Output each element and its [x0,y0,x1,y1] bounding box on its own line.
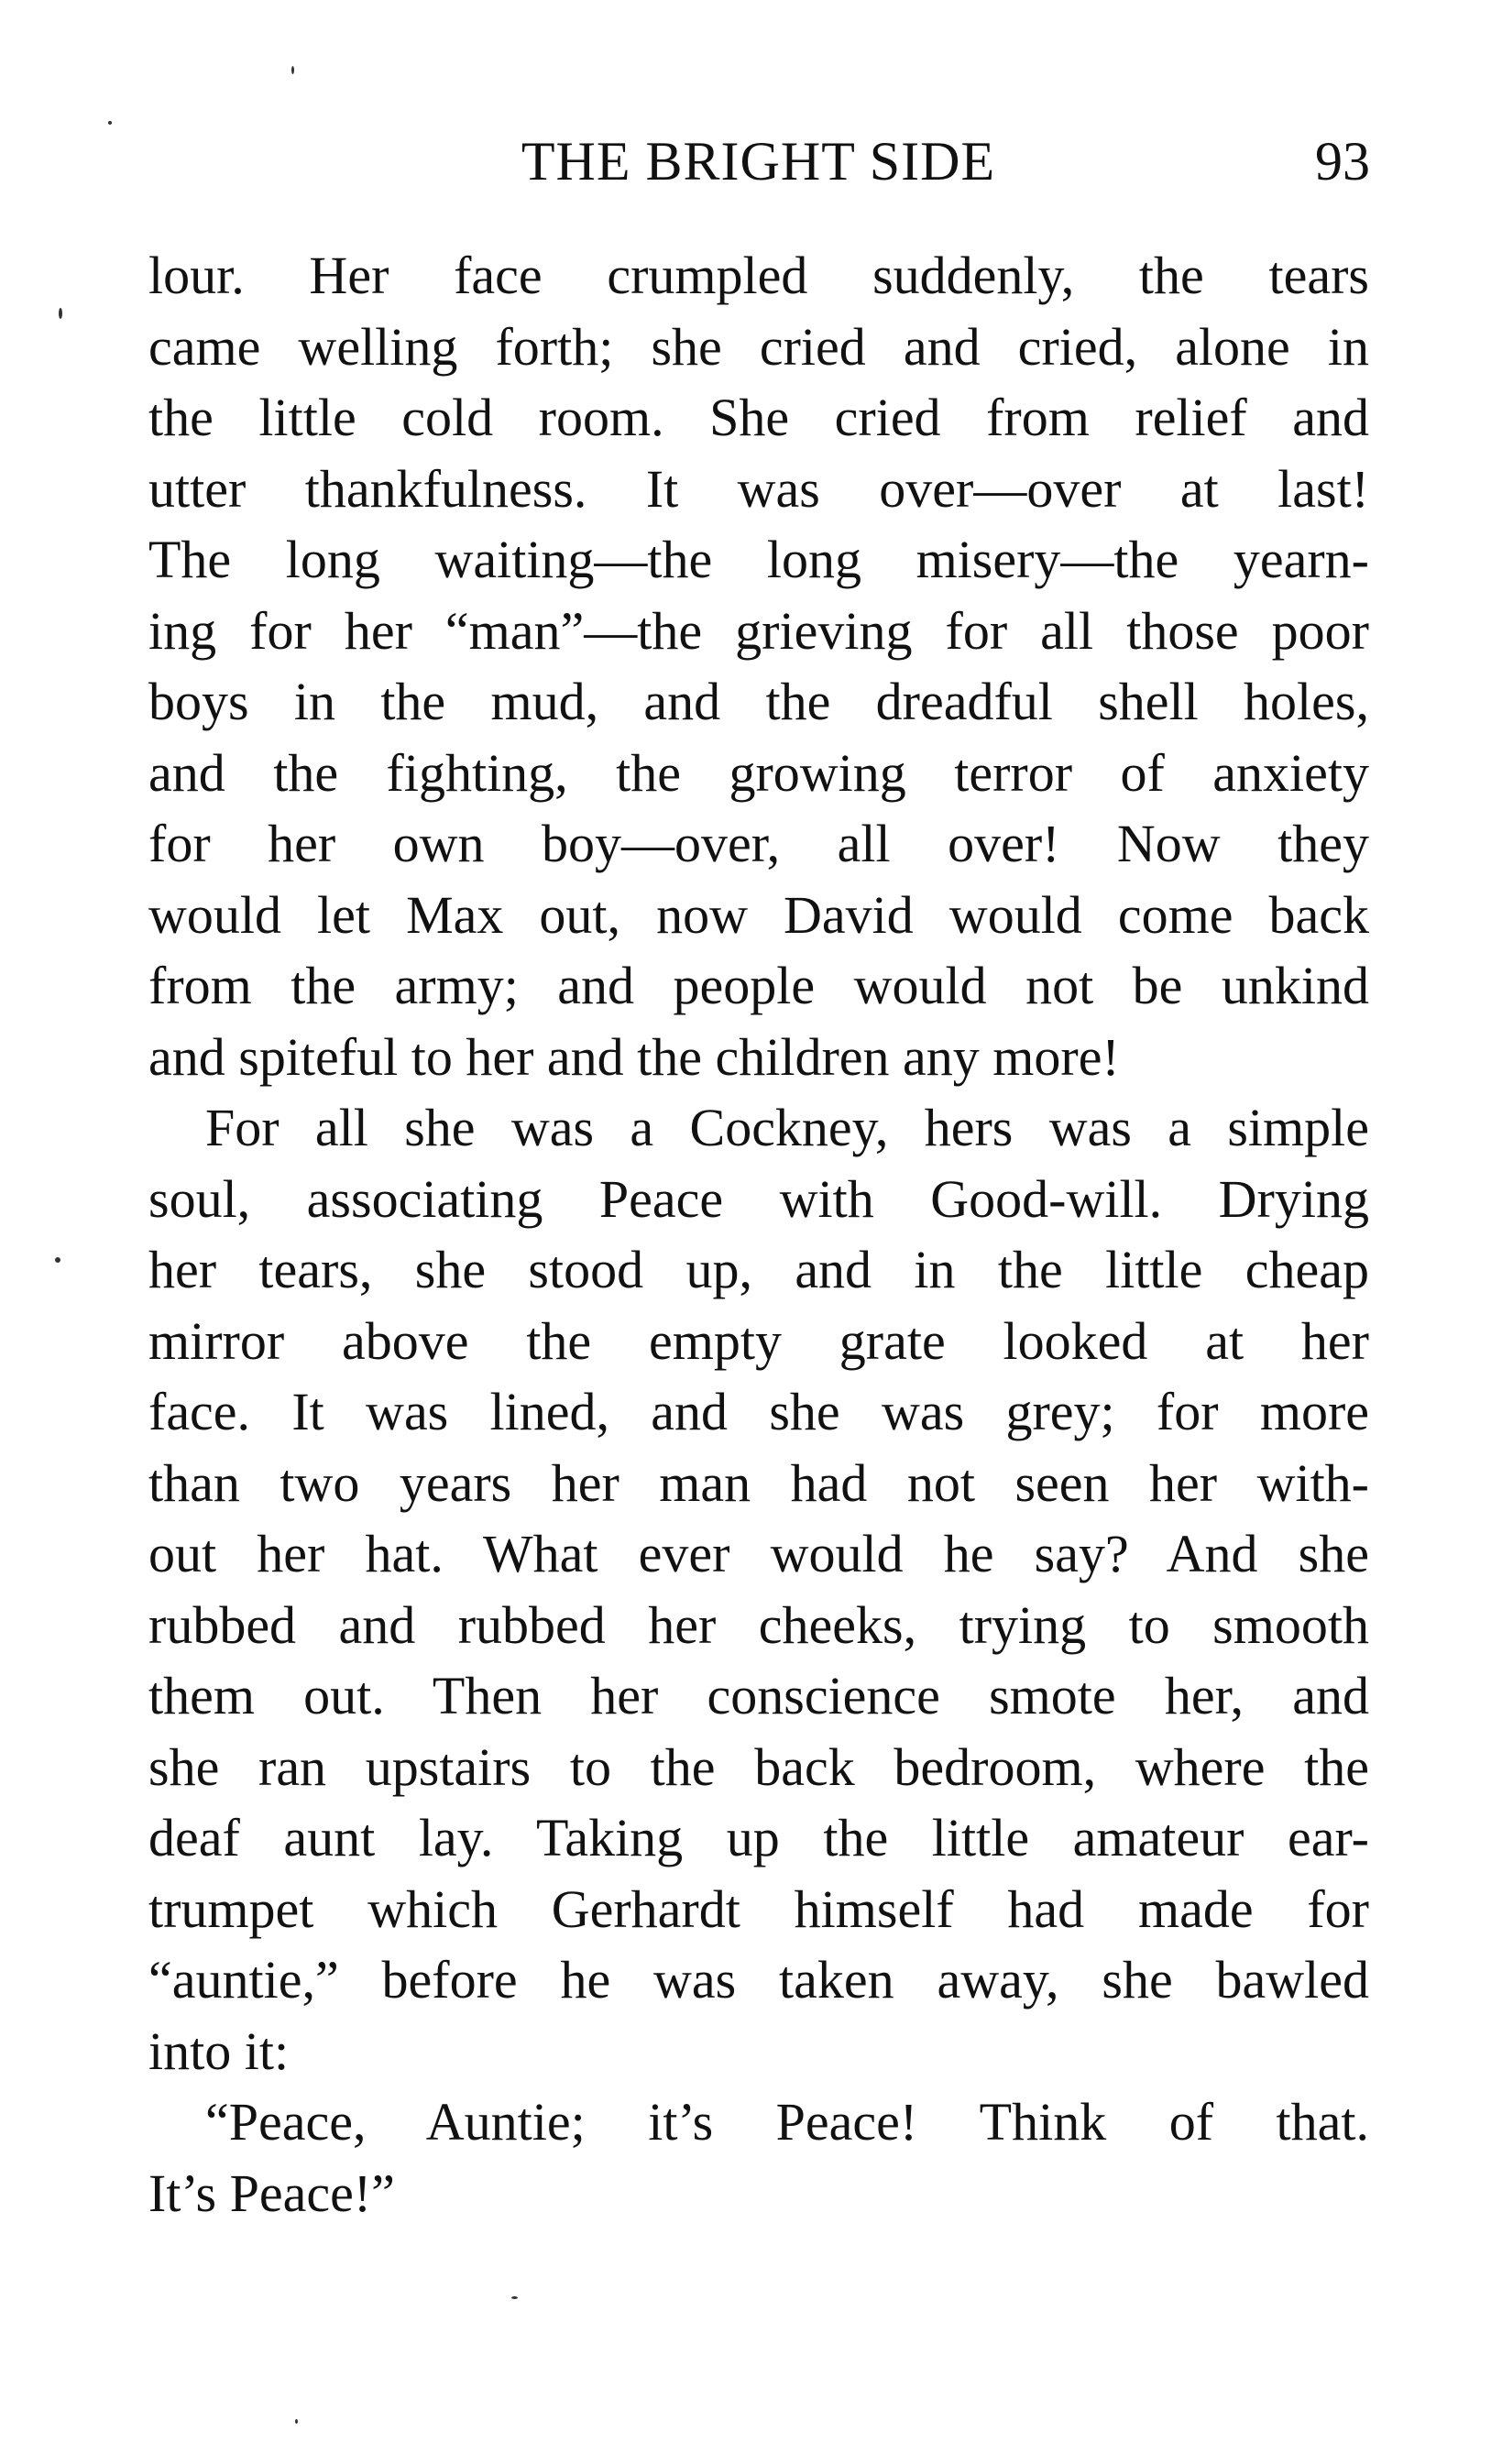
text-line: “auntie,” before he was taken away, she bawled [148,1950,1369,2010]
paragraph-start-line: “Peace, Auntie; it’s Peace! Think of that. [205,2092,1369,2152]
text-line: and the fighting, the growing terror of anxiety [148,742,1369,803]
text-line: than two years her man had not seen her with- [148,1452,1369,1513]
page-number: 93 [1315,131,1370,192]
text-line: for her own boy—over, all over! Now they [148,814,1369,873]
body-text [148,240,1369,2229]
scan-speck [108,121,112,125]
text-line: deaf aunt lay. Taking up the little amateur ear- [148,1808,1369,1867]
scan-speck [59,308,62,319]
text-line: into it: [148,2020,290,2081]
text-line: ing for her “man”—the grieving for all those poor [148,600,1369,661]
paragraph-start-line: For all she was a Cockney, hers was a simple [205,1098,1369,1157]
text-line: It’s Peace!” [148,2163,395,2223]
scan-speck [291,66,294,74]
text-line: and spiteful to her and the children any more! [148,1026,1120,1087]
text-line: utter thankfulness. It was over—over at last! [148,458,1369,519]
text-line: the little cold room. She cried from relief and [148,388,1369,447]
running-title: THE BRIGHT SIDE [521,131,996,192]
text-line: lour. Her face crumpled suddenly, the tears [148,246,1369,305]
text-line: rubbed and rubbed her cheeks, trying to smooth [148,1594,1369,1655]
text-line: from the army; and people would not be unkind [148,956,1369,1015]
text-line: soul, associating Peace with Good-will. Drying [148,1168,1369,1229]
text-line: The long waiting—the long misery—the yearn- [148,530,1369,589]
text-line: her tears, she stood up, and in the little cheap [148,1240,1369,1299]
scan-speck [55,1257,60,1263]
text-line: would let Max out, now David would come back [148,884,1369,945]
text-line: them out. Then her conscience smote her, and [148,1666,1369,1725]
text-line: trumpet which Gerhardt himself had made for [148,1878,1369,1939]
page-header [147,130,1370,203]
text-line: came welling forth; she cried and cried, alone in [148,316,1369,377]
scan-speck [511,2296,518,2299]
text-line: she ran upstairs to the back bedroom, where the [148,1736,1369,1797]
scan-speck [295,2419,298,2424]
text-line: out her hat. What ever would he say? And she [148,1524,1369,1583]
text-line: face. It was lined, and she was grey; for more [148,1382,1369,1441]
text-line: mirror above the empty grate looked at her [148,1310,1369,1371]
text-line: boys in the mud, and the dreadful shell holes, [148,672,1369,731]
